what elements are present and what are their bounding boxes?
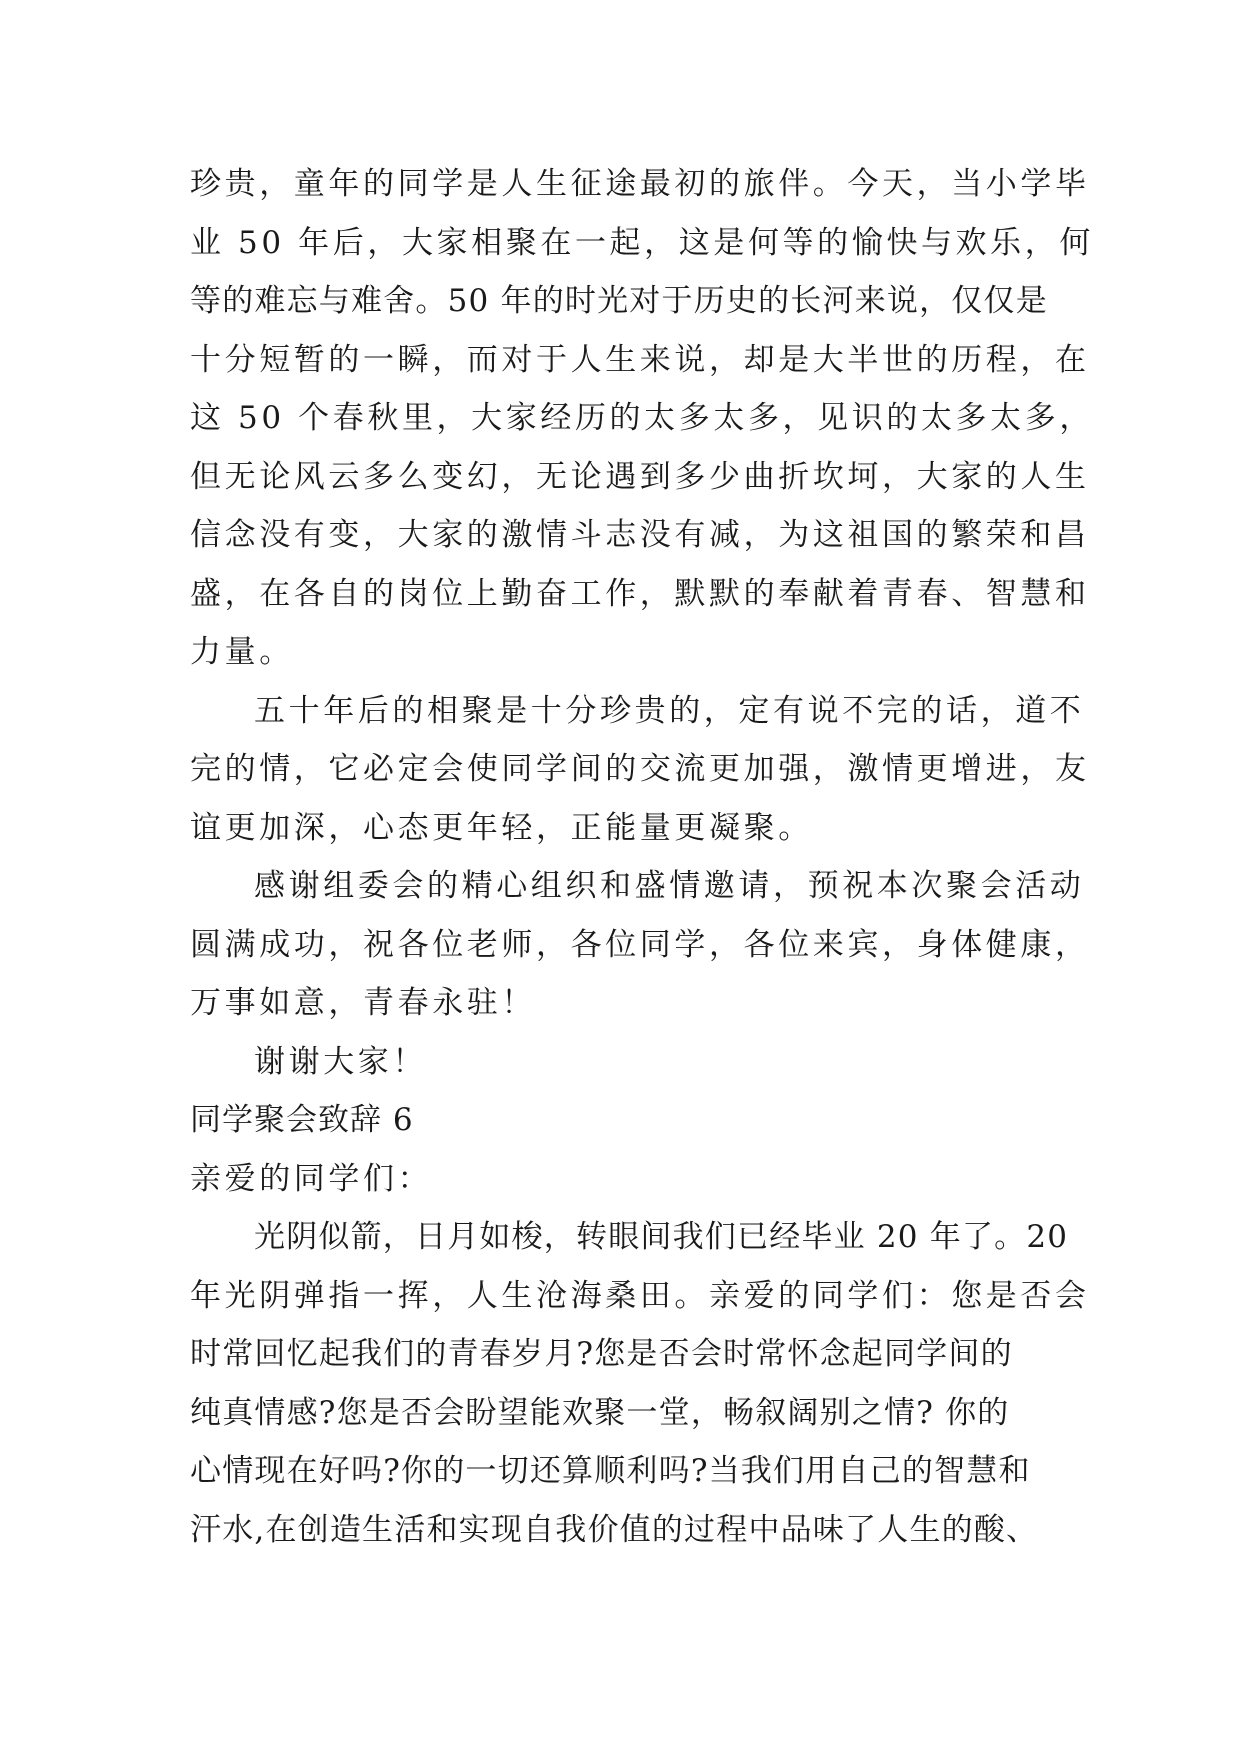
text-line: 五十年后的相聚是十分珍贵的，定有说不完的话，道不 (254, 692, 1085, 729)
text-line: 感谢组委会的精心组织和盛情邀请，预祝本次聚会活动 (254, 868, 1085, 904)
text-line: 等的难忘与难舍。50 年的时光对于历史的长河来说，仅仅是 (190, 283, 1048, 319)
text-line: 纯真情感?您是否会盼望能欢聚一堂，畅叙阔别之情? 你的 (190, 1394, 1010, 1431)
text-line: 汗水,在创造生活和实现自我价值的过程中品味了人生的酸、 (190, 1511, 1039, 1548)
text-line: 盛，在各自的岗位上勤奋工作，默默的奉献着青春、智慧和 (190, 575, 1090, 612)
text-line: 圆满成功，祝各位老师，各位同学，各位来宾，身体健康， (190, 926, 1090, 963)
text-line: 万事如意，青春永驻！ (190, 985, 536, 1021)
section-heading: 同学聚会致辞 6 (190, 1102, 414, 1138)
text-line: 业 50 年后，大家相聚在一起，这是何等的愉快与欢乐，何 (190, 224, 1094, 261)
text-line: 十分短暂的一瞬，而对于人生来说，却是大半世的历程，在 (190, 341, 1090, 378)
text-line: 谊更加深，心态更年轻，正能量更凝聚。 (190, 809, 813, 846)
text-line: 完的情，它必定会使同学间的交流更加强，激情更增进，友 (190, 751, 1090, 787)
document-body (190, 155, 1094, 1559)
text-line: 时常回忆起我们的青春岁月?您是否会时常怀念起同学间的 (190, 1336, 1013, 1372)
text-line: 亲爱的同学们： (190, 1160, 433, 1197)
text-line: 年光阴弹指一挥，人生沧海桑田。亲爱的同学们：您是否会 (190, 1277, 1090, 1314)
text-line: 信念没有变，大家的激情斗志没有减，为这祖国的繁荣和昌 (190, 517, 1090, 553)
text-line: 珍贵，童年的同学是人生征途最初的旅伴。今天，当小学毕 (190, 166, 1090, 202)
text-line: 这 50 个春秋里，大家经历的太多太多，见识的太多太多， (190, 400, 1094, 436)
text-line: 心情现在好吗?你的一切还算顺利吗?当我们用自己的智慧和 (190, 1453, 1031, 1489)
text-line: 光阴似箭，日月如梭，转眼间我们已经毕业 20 年了。20 (254, 1219, 1069, 1255)
text-line: 谢谢大家！ (254, 1043, 427, 1080)
text-line: 但无论风云多么变幻，无论遇到多少曲折坎坷，大家的人生 (190, 458, 1090, 495)
text-line: 力量。 (190, 634, 294, 670)
